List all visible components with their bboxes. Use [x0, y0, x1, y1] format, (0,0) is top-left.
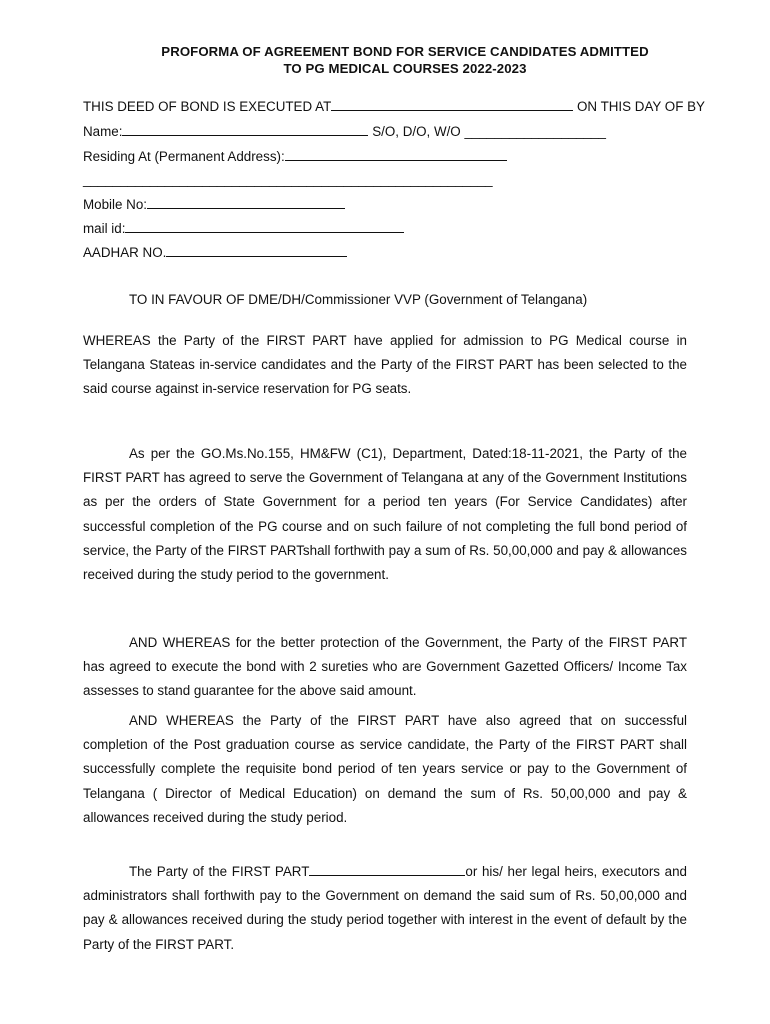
- aadhar-line: [83, 244, 347, 261]
- heirs-text: [83, 860, 687, 957]
- relation-blank[interactable]: ___________________: [464, 124, 606, 139]
- document-title-line-2: TO PG MEDICAL COURSES 2022-2023: [283, 61, 527, 76]
- aadhar-blank[interactable]: [166, 244, 347, 257]
- relation-label: S/O, D/O, W/O: [372, 124, 461, 139]
- mobile-label: Mobile No:: [83, 197, 148, 212]
- name-line: [83, 123, 606, 140]
- whereas-paragraph: [83, 329, 687, 402]
- completion-paragraph: [83, 709, 687, 830]
- name-label: Name:: [83, 124, 123, 139]
- go-paragraph: [83, 442, 687, 587]
- favour-line: TO IN FAVOUR OF DME/DH/Commissioner VVP (Government of Telangana): [129, 292, 588, 307]
- first-part-blank[interactable]: [309, 863, 465, 876]
- aadhar-label: AADHAR NO.: [83, 245, 167, 260]
- heirs-rest: or his/ her legal heirs, executors and administrators shall forthwith pay to the Government on demand the said sum of Rs. 50,00,000 and pay & allowances received during the study period together with interest in the event of default by the Party of the FIRST PART.: [83, 864, 687, 952]
- mail-blank[interactable]: [125, 220, 404, 233]
- deed-prefix: THIS DEED OF BOND IS EXECUTED AT: [83, 99, 332, 114]
- document-title-line-1: PROFORMA OF AGREEMENT BOND FOR SERVICE CANDIDATES ADMITTED: [161, 44, 649, 59]
- name-blank[interactable]: [122, 123, 368, 136]
- heirs-paragraph: [83, 860, 687, 957]
- heirs-prefix: The Party of the FIRST PART: [129, 864, 310, 879]
- mail-line: [83, 220, 404, 237]
- protection-paragraph: [83, 631, 687, 704]
- address-label: Residing At (Permanent Address):: [83, 149, 285, 164]
- address-line: [83, 148, 507, 165]
- address-line-2: [83, 172, 493, 188]
- go-text: As per the GO.Ms.No.155, HM&FW (C1), Department, Dated:18-11-2021, the Party of the FIRST PART has agreed to serve the Government of Telangana at any of the Government Institutions as per the orders of State Government for a period ten years (For Service Candidates) after successful completion of the PG course and on such failure of not completing the full bond period of service, the Party of the FIRST PARTshall forthwith pay a sum of Rs. 50,00,000 and pay & allowances received during the study period to the government.: [83, 446, 687, 583]
- protection-text: AND WHEREAS for the better protection of the Government, the Party of the FIRST PART has agreed to execute the bond with 2 sureties who are Government Gazetted Officers/ Income Tax assesses to stand guarantee for the above said amount.: [83, 635, 687, 699]
- whereas-text: WHEREAS the Party of the FIRST PART have applied for admission to PG Medical course in Telangana Stateas in-service candidates and the Party of the FIRST PART has been selected to the said course against in-service reservation for PG seats.: [83, 333, 687, 397]
- deed-suffix: ON THIS DAY OF BY: [577, 99, 705, 114]
- place-blank[interactable]: [331, 98, 573, 111]
- address-blank-1[interactable]: [285, 148, 507, 161]
- mobile-blank[interactable]: [147, 196, 345, 209]
- deed-line: [83, 98, 705, 115]
- mail-label: mail id:: [83, 221, 126, 236]
- mobile-line: [83, 196, 345, 213]
- address-blank-2[interactable]: _______________________________________________________: [83, 172, 493, 187]
- completion-text: AND WHEREAS the Party of the FIRST PART have also agreed that on successful completion of the Post graduation course as service candidate, the Party of the FIRST PART shall successfully complete the requisite bond period of ten years service or pay to the Government of Telangana ( Director of Medical Education) on demand the sum of Rs. 50,00,000 and pay & allowances received during the study period.: [83, 713, 687, 825]
